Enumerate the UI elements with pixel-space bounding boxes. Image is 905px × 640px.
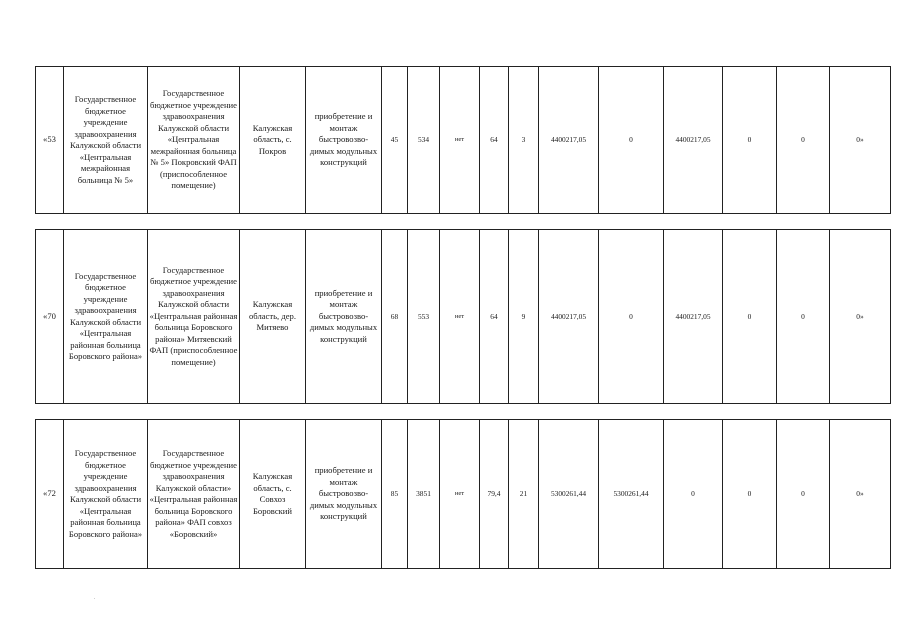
value-c5: 21 (509, 420, 539, 569)
row-number: «70 (36, 230, 64, 404)
amount-6: 0» (830, 67, 891, 214)
value-c2: 534 (408, 67, 440, 214)
value-c1: 45 (382, 67, 408, 214)
facility-name: Государственное бюджетное учреждение здравоохранения Калужской области «Центральная районная больница Боровского района» Митяевский ФАП (приспособленное помещение) (148, 230, 240, 404)
amount-total: 4400217,05 (539, 230, 599, 404)
value-c5: 9 (509, 230, 539, 404)
value-c4: 64 (480, 230, 509, 404)
value-c2: 3851 (408, 420, 440, 569)
value-c5: 3 (509, 67, 539, 214)
amount-total: 4400217,05 (539, 67, 599, 214)
value-c3: нет (440, 67, 480, 214)
table-row-72 (35, 419, 891, 569)
amount-4: 0 (723, 67, 777, 214)
amount-4: 0 (723, 230, 777, 404)
amount-3: 4400217,05 (664, 67, 723, 214)
amount-6: 0» (830, 230, 891, 404)
row-number: «72 (36, 420, 64, 569)
institution-name: Государственное бюджетное учреждение здравоохранения Калужской области «Центральная районная больница Боровского района» (64, 420, 148, 569)
amount-2: 5300261,44 (599, 420, 664, 569)
amount-2: 0 (599, 230, 664, 404)
value-c1: 85 (382, 420, 408, 569)
amount-3: 4400217,05 (664, 230, 723, 404)
institution-name: Государственное бюджетное учреждение здравоохранения Калужской области «Центральная районная больница Боровского района» (64, 230, 148, 404)
table-row-53 (35, 66, 891, 214)
amount-4: 0 (723, 420, 777, 569)
table-row-70 (35, 229, 891, 404)
amount-5: 0 (777, 67, 830, 214)
facility-location: Калужская область, с. Совхоз Боровский (240, 420, 306, 569)
amount-2: 0 (599, 67, 664, 214)
value-c4: 64 (480, 67, 509, 214)
row-number: «53 (36, 67, 64, 214)
facility-location: Калужская область, с. Покров (240, 67, 306, 214)
value-c2: 553 (408, 230, 440, 404)
amount-5: 0 (777, 420, 830, 569)
planned-action: приобретение и монтаж быстровозво-димых модульных конструкций (306, 420, 382, 569)
amount-5: 0 (777, 230, 830, 404)
facility-name: Государственное бюджетное учреждение здравоохранения Калужской области» «Центральная районная больница Боровского района» ФАП совхоз «Боровский» (148, 420, 240, 569)
amount-total: 5300261,44 (539, 420, 599, 569)
planned-action: приобретение и монтаж быстровозво-димых модульных конструкций (306, 67, 382, 214)
value-c3: нет (440, 420, 480, 569)
institution-name: Государственное бюджетное учреждение здравоохранения Калужской области «Центральная межрайонная больница № 5» (64, 67, 148, 214)
scan-speck (94, 598, 95, 599)
facility-name: Государственное бюджетное учреждение здравоохранения Калужской области «Центральная межрайонная больница № 5» Покровский ФАП (приспособленное помещение) (148, 67, 240, 214)
facility-location: Калужская область, дер. Митяево (240, 230, 306, 404)
value-c3: нет (440, 230, 480, 404)
amount-3: 0 (664, 420, 723, 569)
value-c4: 79,4 (480, 420, 509, 569)
amount-6: 0» (830, 420, 891, 569)
planned-action: приобретение и монтаж быстровозво-димых модульных конструкций (306, 230, 382, 404)
value-c1: 68 (382, 230, 408, 404)
